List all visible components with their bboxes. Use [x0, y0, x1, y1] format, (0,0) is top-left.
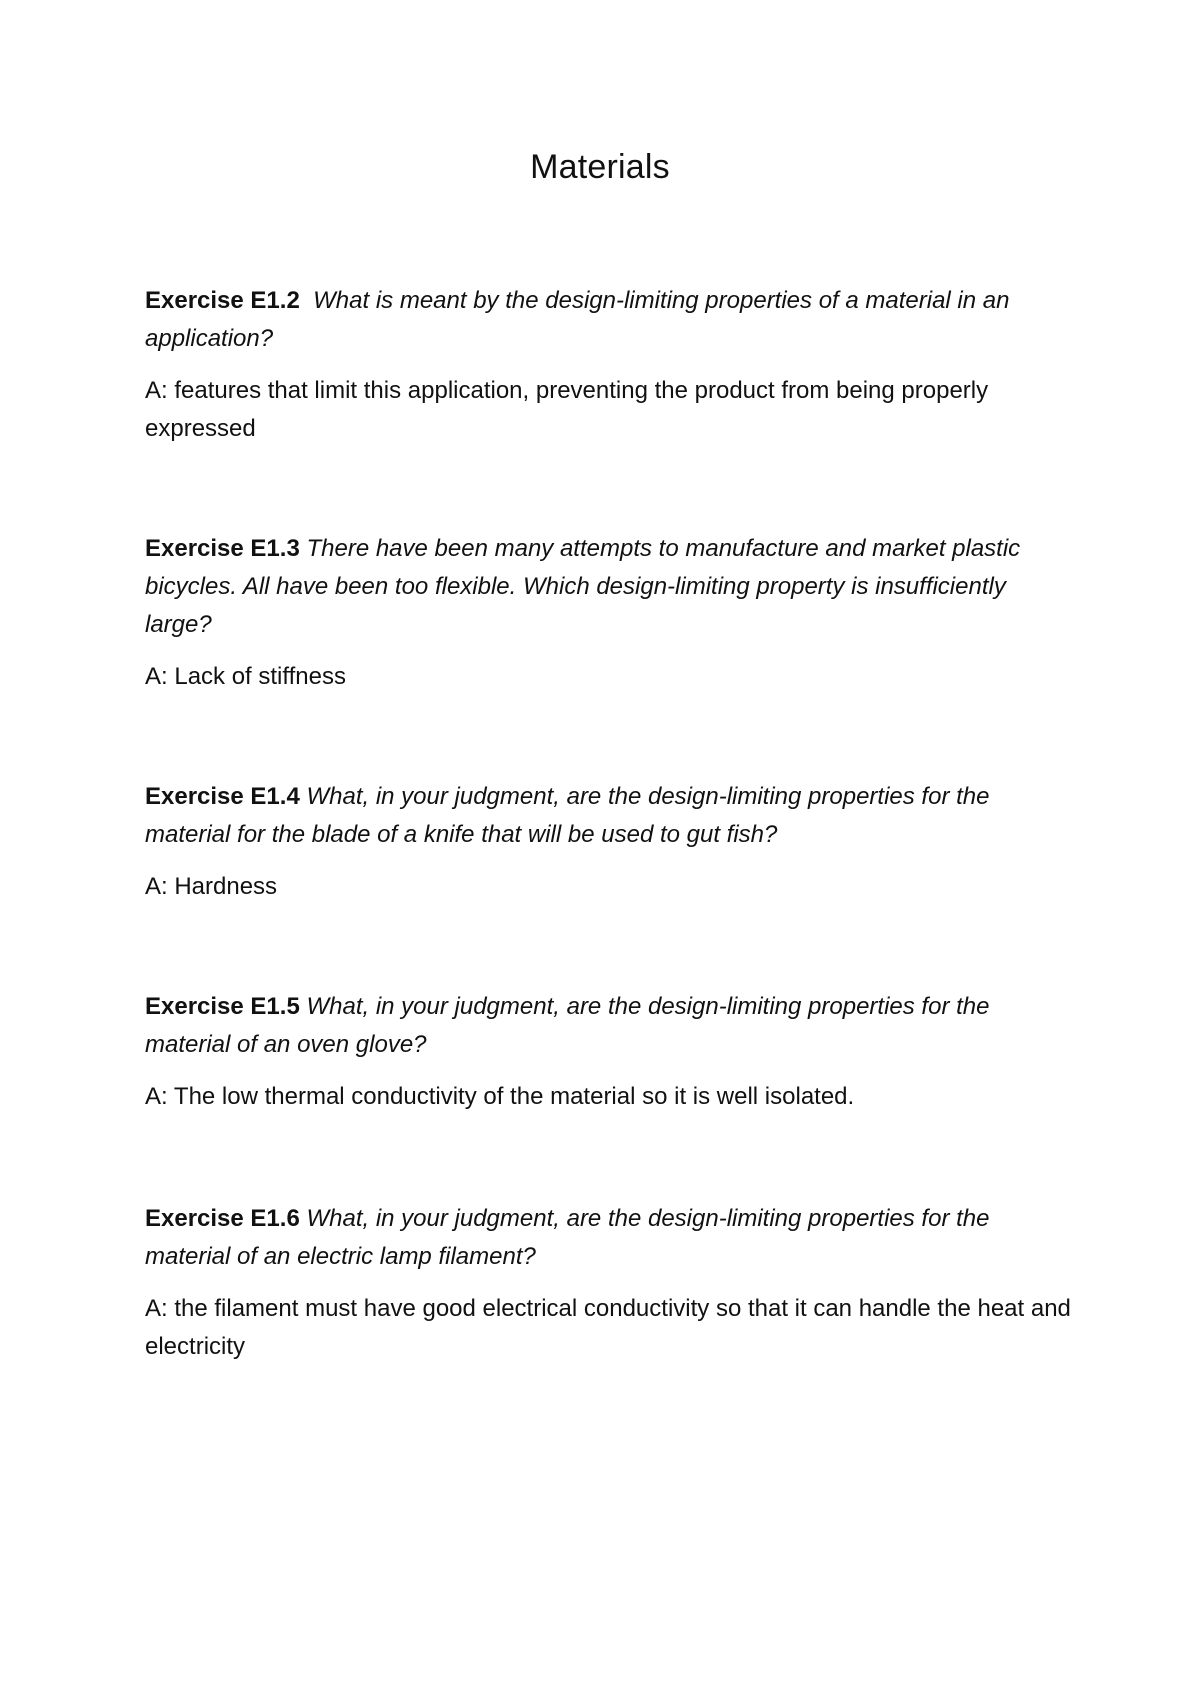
- exercise-e1-2: [145, 282, 1075, 448]
- answer-text: A: the filament must have good electrical conductivity so that it can handle the heat and electricity: [145, 1295, 1071, 1360]
- exercise-question: [145, 282, 1075, 358]
- exercise-label: Exercise E1.4: [145, 783, 300, 810]
- exercise-e1-5: [145, 988, 1075, 1116]
- exercise-label: Exercise E1.3: [145, 535, 300, 562]
- question-text: What is meant by the design-limiting properties of a material in an application?: [145, 287, 1010, 352]
- exercise-e1-6: [145, 1200, 1075, 1366]
- question-text: What, in your judgment, are the design-limiting properties for the material of an oven glove?: [145, 993, 990, 1058]
- question-text: What, in your judgment, are the design-limiting properties for the material of an electric lamp filament?: [145, 1205, 990, 1270]
- question-text: There have been many attempts to manufacture and market plastic bicycles. All have been too flexible. Which design-limiting property is insufficiently large?: [145, 535, 1021, 638]
- question-text: What, in your judgment, are the design-limiting properties for the material for the blade of a knife that will be used to gut fish?: [145, 783, 990, 848]
- exercise-question: [145, 530, 1075, 644]
- spacer: [145, 906, 1075, 988]
- exercise-question: [145, 988, 1075, 1064]
- exercise-list: [145, 282, 1075, 1366]
- exercise-label: Exercise E1.6: [145, 1205, 300, 1232]
- answer-text: A: features that limit this application, preventing the product from being properly expressed: [145, 377, 989, 442]
- exercise-e1-4: [145, 778, 1075, 906]
- spacer: [145, 1116, 1075, 1200]
- answer-text: A: The low thermal conductivity of the material so it is well isolated.: [145, 1083, 855, 1110]
- spacer: [145, 696, 1075, 778]
- answer-text: A: Lack of stiffness: [145, 663, 346, 690]
- exercise-label: Exercise E1.5: [145, 993, 300, 1020]
- exercise-question: [145, 778, 1075, 854]
- page-title: Materials: [530, 148, 670, 186]
- spacer: [145, 448, 1075, 530]
- exercise-question: [145, 1200, 1075, 1276]
- answer-text: A: Hardness: [145, 873, 278, 900]
- exercise-e1-3: [145, 530, 1075, 696]
- exercise-label: Exercise E1.2: [145, 287, 300, 314]
